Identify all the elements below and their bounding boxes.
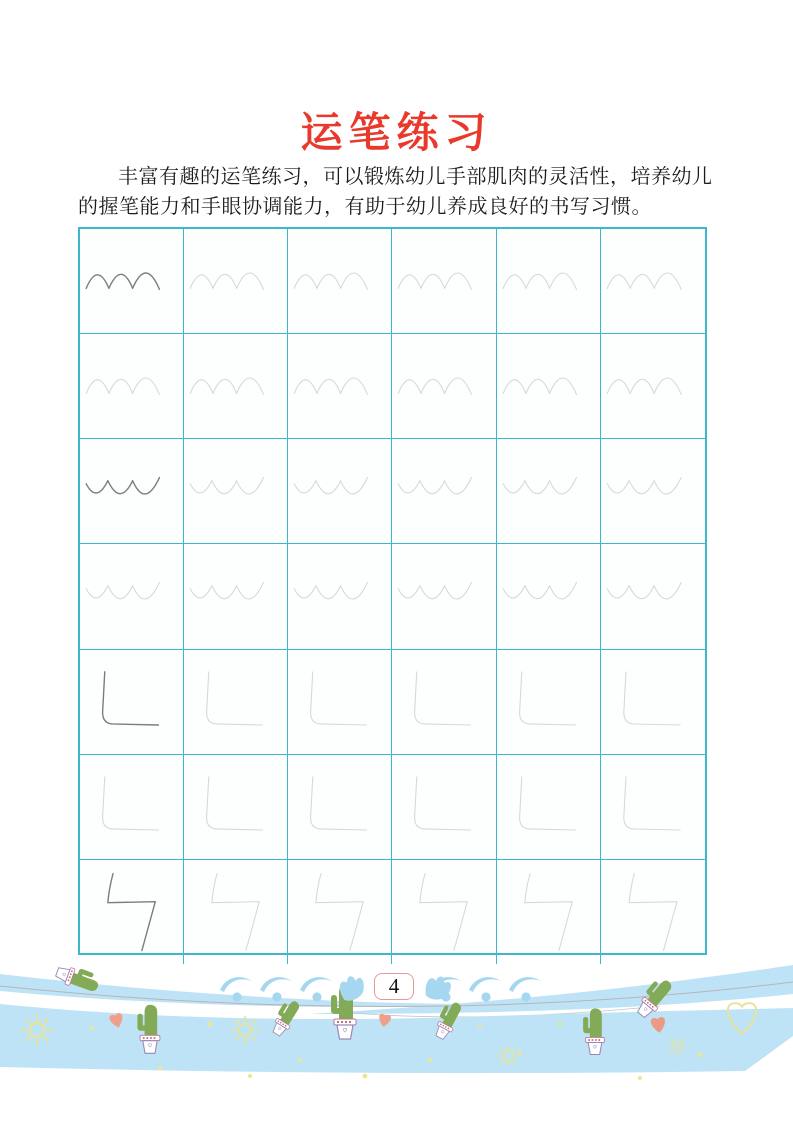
practice-cell-r2-c6-triple-hump — [601, 334, 705, 439]
eyebrow-dot-icon — [469, 977, 501, 1001]
footer-decoration — [0, 960, 793, 1122]
practice-cell-r3-c1-triple-cup — [80, 439, 184, 544]
practice-cell-r4-c6-triple-cup — [601, 544, 705, 649]
practice-cell-r3-c3-triple-cup — [288, 439, 392, 544]
practice-cell-r3-c5-triple-cup — [497, 439, 601, 544]
practice-cell-r2-c3-triple-hump — [288, 334, 392, 439]
practice-grid — [78, 227, 707, 955]
practice-cell-r7-c1-zigzag-stroke — [80, 860, 184, 964]
practice-cell-r1-c1-triple-hump — [80, 229, 184, 334]
page-number-badge — [374, 973, 414, 1000]
eyebrow-dot-icon — [300, 977, 332, 1001]
practice-cell-r7-c2-zigzag-stroke — [184, 860, 288, 964]
practice-cell-r7-c4-zigzag-stroke — [392, 860, 496, 964]
intro-paragraph — [78, 162, 718, 222]
practice-cell-r2-c1-triple-hump — [80, 334, 184, 439]
practice-cell-r6-c4-l-stroke — [392, 755, 496, 860]
practice-cell-r1-c6-triple-hump — [601, 229, 705, 334]
practice-cell-r7-c6-zigzag-stroke — [601, 860, 705, 964]
practice-cell-r4-c5-triple-cup — [497, 544, 601, 649]
practice-cell-r3-c4-triple-cup — [392, 439, 496, 544]
practice-cell-r5-c3-l-stroke — [288, 650, 392, 755]
practice-cell-r4-c2-triple-cup — [184, 544, 288, 649]
page-number: 4 — [388, 974, 400, 998]
practice-cell-r6-c6-l-stroke — [601, 755, 705, 860]
practice-cell-r6-c2-l-stroke — [184, 755, 288, 860]
practice-cell-r2-c5-triple-hump — [497, 334, 601, 439]
practice-cell-r2-c2-triple-hump — [184, 334, 288, 439]
practice-cell-r5-c5-l-stroke — [497, 650, 601, 755]
practice-cell-r5-c2-l-stroke — [184, 650, 288, 755]
intro-line-2: 的握笔能力和手眼协调能力，有助于幼儿养成良好的书写习惯。 — [78, 196, 652, 218]
practice-cell-r1-c2-triple-hump — [184, 229, 288, 334]
practice-cell-r4-c1-triple-cup — [80, 544, 184, 649]
practice-cell-r7-c5-zigzag-stroke — [497, 860, 601, 964]
practice-cell-r5-c1-l-stroke — [80, 650, 184, 755]
practice-cell-r6-c3-l-stroke — [288, 755, 392, 860]
practice-cell-r3-c2-triple-cup — [184, 439, 288, 544]
practice-cell-r1-c5-triple-hump — [497, 229, 601, 334]
practice-cell-r4-c3-triple-cup — [288, 544, 392, 649]
practice-cell-r3-c6-triple-cup — [601, 439, 705, 544]
practice-cell-r1-c3-triple-hump — [288, 229, 392, 334]
intro-line-1: 丰富有趣的运笔练习，可以锻炼幼儿手部肌肉的灵活性，培养幼儿 — [118, 166, 713, 188]
practice-cell-r5-c6-l-stroke — [601, 650, 705, 755]
practice-cell-r6-c5-l-stroke — [497, 755, 601, 860]
practice-cell-r6-c1-l-stroke — [80, 755, 184, 860]
practice-cell-r7-c3-zigzag-stroke — [288, 860, 392, 964]
page-title: 运笔练习 — [300, 109, 493, 156]
practice-cell-r2-c4-triple-hump — [392, 334, 496, 439]
practice-cell-r1-c4-triple-hump — [392, 229, 496, 334]
practice-cell-r4-c4-triple-cup — [392, 544, 496, 649]
practice-cell-r5-c4-l-stroke — [392, 650, 496, 755]
